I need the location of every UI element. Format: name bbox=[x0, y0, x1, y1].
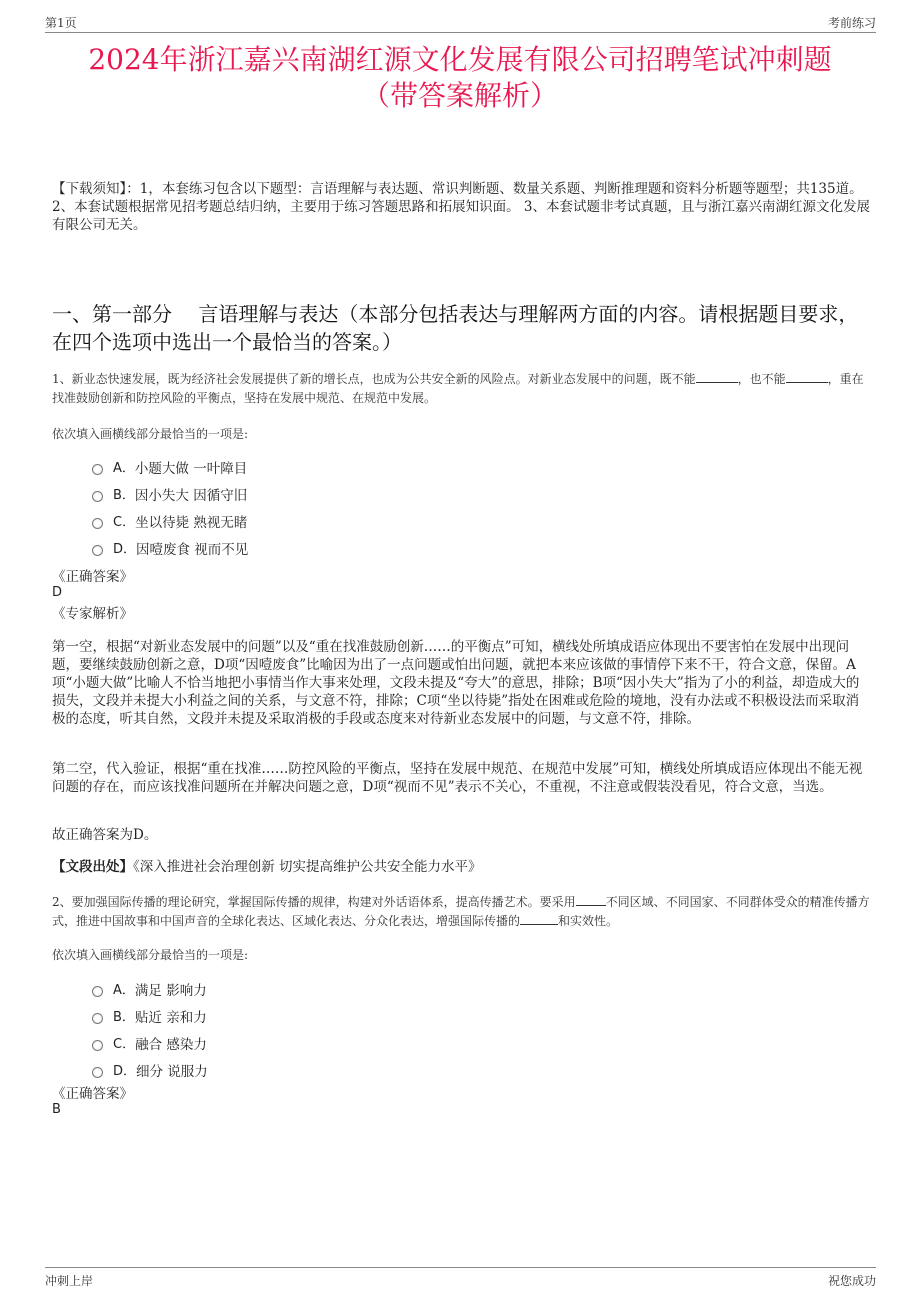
section-heading: 一、第一部分 言语理解与表达（本部分包括表达与理解两方面的内容。请根据题目要求，在四个选项中选出一个最恰当的答案。） bbox=[52, 302, 859, 354]
option-label: C． bbox=[113, 1037, 136, 1052]
radio-icon[interactable] bbox=[92, 1040, 103, 1051]
blank-2 bbox=[786, 370, 828, 383]
q1-source bbox=[52, 858, 872, 876]
q2-stem-part-c: 和实效性。 bbox=[558, 914, 619, 928]
q1-stem-part-b: ，也不能 bbox=[737, 372, 786, 386]
radio-icon[interactable] bbox=[92, 545, 103, 556]
q1-analysis-paragraph-2: 第二空，代入验证，根据“重在找准……防控风险的平衡点，坚持在发展中规范、在规范中发展”可知，横线处所填成语应体现出不能无视问题的存在，而应该找准问题所在并解决问题之意，D项“视而不见”表示不关心，不重视，不注意或假装没看见，符合文意，当选。 bbox=[52, 761, 863, 795]
q2-option-b[interactable] bbox=[92, 1002, 208, 1029]
blank-1 bbox=[696, 370, 738, 383]
option-text: 贴近 亲和力 bbox=[134, 1009, 207, 1026]
q1-conclusion: 故正确答案为D。 bbox=[52, 827, 158, 843]
radio-icon[interactable] bbox=[92, 986, 103, 997]
q2-instruction: 依次填入画横线部分最恰当的一项是: bbox=[52, 948, 249, 962]
q2-stem-part-a: 2、要加强国际传播的理论研究，掌握国际传播的规律，构建对外话语体系，提高传播艺术。要采用 bbox=[52, 895, 576, 909]
option-label: C． bbox=[113, 515, 136, 530]
question-2-stem bbox=[52, 893, 872, 931]
q1-option-c[interactable] bbox=[92, 507, 248, 534]
title-line-1: 2024年浙江嘉兴南湖红源文化发展有限公司招聘笔试冲刺题 bbox=[88, 43, 832, 76]
question-1-stem bbox=[52, 370, 872, 408]
page-number: 第1页 bbox=[45, 16, 77, 30]
q1-instruction: 依次填入画横线部分最恰当的一项是: bbox=[52, 427, 249, 441]
document-title bbox=[40, 42, 880, 114]
q1-option-b[interactable] bbox=[92, 480, 248, 507]
page-header bbox=[45, 12, 876, 33]
q1-analysis-paragraph-1: 第一空，根据“对新业态发展中的问题”以及“重在找准鼓励创新……的平衡点”可知，横线处所填成语应体现出不要害怕在发展中出现问题，要继续鼓励创新之意，D项“因噎废食”比喻因为出了一点问题或怕出问题，就把本来应该做的事情停下来不干，符合文意，保留。A项“小题大做”比喻人不恰当地把小事情当作大事来处理，文段未提及“夸大”的意思，排除；B项“因小失大”指为了小的利益，却造成大的损失，文段并未提大小利益之间的关系，与文意不符，排除；C项“坐以待毙”指处在困难或危险的境地，没有办法或不积极设法而采取消极的态度，听其自然，文段并未提及采取消极的手段或态度来对待新业态发展中的问题，与文意不符，排除。 bbox=[52, 639, 860, 727]
q1-answer-title: 《正确答案》 bbox=[52, 569, 133, 585]
blank-1 bbox=[576, 893, 606, 906]
q2-stem-part-b: 不同区域、不同国家、不同群体受众的精准传播方式，推进中国故事和中国声音的全球化表达、区域化表达、分众化表达，增强国际传播的 bbox=[52, 895, 870, 928]
option-label: D． bbox=[113, 1064, 137, 1079]
q2-option-c[interactable] bbox=[92, 1029, 208, 1056]
q1-stem-part-a: 1、新业态快速发展，既为经济社会发展提供了新的增长点，也成为公共安全新的风险点。对新业态发展中的问题，既不能 bbox=[52, 372, 696, 386]
option-label: B． bbox=[113, 488, 135, 503]
header-label: 考前练习 bbox=[827, 16, 876, 30]
title-line-2: （带答案解析） bbox=[361, 79, 558, 112]
option-label: A． bbox=[113, 461, 135, 476]
radio-icon[interactable] bbox=[92, 1067, 103, 1078]
q2-answer: B bbox=[52, 1102, 61, 1117]
radio-icon[interactable] bbox=[92, 518, 103, 529]
q1-option-d[interactable] bbox=[92, 534, 248, 561]
blank-2 bbox=[520, 912, 558, 925]
footer-right: 祝您成功 bbox=[827, 1274, 876, 1288]
q2-option-a[interactable] bbox=[92, 975, 208, 1002]
radio-icon[interactable] bbox=[92, 491, 103, 502]
q1-answer: D bbox=[52, 585, 63, 600]
page-footer bbox=[45, 1267, 876, 1288]
option-text: 细分 说服力 bbox=[136, 1063, 208, 1080]
option-text: 小题大做 一叶障目 bbox=[134, 460, 248, 477]
q2-options bbox=[92, 975, 208, 1083]
q1-options bbox=[92, 453, 248, 561]
option-text: 满足 影响力 bbox=[134, 982, 207, 999]
q2-option-d[interactable] bbox=[92, 1056, 208, 1083]
source-text: 《深入推进社会治理创新 切实提高维护公共安全能力水平》 bbox=[133, 859, 482, 875]
q2-answer-title: 《正确答案》 bbox=[52, 1086, 133, 1102]
q1-option-a[interactable] bbox=[92, 453, 248, 480]
radio-icon[interactable] bbox=[92, 1013, 103, 1024]
footer-left: 冲刺上岸 bbox=[45, 1274, 94, 1288]
q1-analysis-title: 《专家解析》 bbox=[52, 606, 133, 622]
radio-icon[interactable] bbox=[92, 464, 103, 475]
option-text: 融合 感染力 bbox=[135, 1036, 207, 1053]
source-label: 【文段出处】 bbox=[52, 859, 133, 875]
option-label: A． bbox=[113, 983, 135, 998]
option-text: 因噎废食 视而不见 bbox=[136, 541, 249, 558]
option-label: B． bbox=[113, 1010, 135, 1025]
option-text: 坐以待毙 熟视无睹 bbox=[135, 514, 248, 531]
option-text: 因小失大 因循守旧 bbox=[134, 487, 248, 504]
option-label: D． bbox=[113, 542, 137, 557]
q1-stem-part-c: ，重在找准鼓励创新和防控风险的平衡点，坚持在发展中规范、在规范中发展。 bbox=[52, 372, 864, 405]
download-notice: 【下载须知】：1，本套练习包含以下题型：言语理解与表达题、常识判断题、数量关系题、判断推理题和资料分析题等题型；共135道。 2、本套试题根据常见招考题总结归纳，主要用于练习答题思路和拓展知识面。 3、本套试题非考试真题，且与浙江嘉兴南湖红源文化发展有限公司无关。 bbox=[52, 181, 870, 233]
